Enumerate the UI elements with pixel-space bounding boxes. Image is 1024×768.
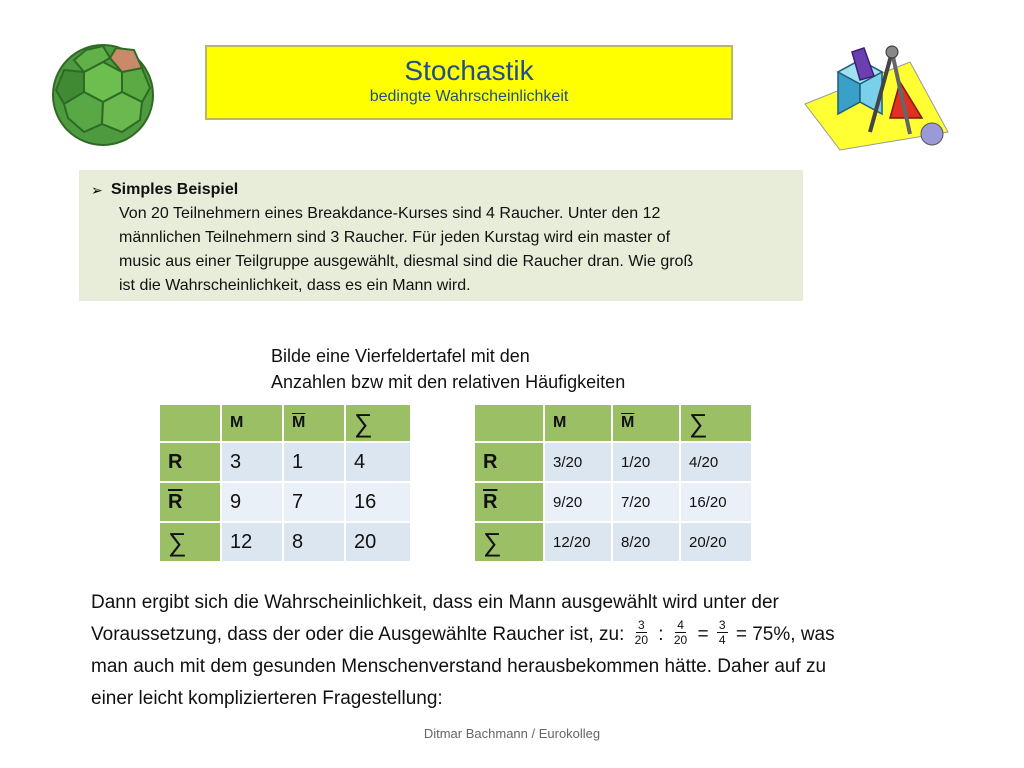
- example-heading: Simples Beispiel: [111, 181, 239, 198]
- table-cell: 12: [221, 522, 283, 562]
- conclusion-line: man auch mit dem gesunden Menschenverstand herausbekommen hätte. Daher auf zu: [91, 656, 827, 677]
- footer-credit: Ditmar Bachmann / Eurokolleg: [423, 726, 601, 741]
- fraction: $\frac{3}{20}$: [634, 618, 649, 648]
- table-cell: 9/20: [544, 482, 612, 522]
- col-header-not-m: $\overline{M}$: [283, 404, 345, 442]
- table-cell: 4: [345, 442, 411, 482]
- row-header-not-r: $\overline{R}$: [159, 482, 221, 522]
- table-row: [474, 482, 752, 522]
- row-header-sum: ∑: [159, 522, 221, 562]
- table-header-row: [474, 404, 752, 442]
- example-box: [79, 170, 803, 301]
- table-row: [474, 442, 752, 482]
- table-corner-cell: [159, 404, 221, 442]
- example-line: Von 20 Teilnehmern eines Breakdance-Kurses sind 4 Raucher. Unter den 12: [119, 205, 661, 222]
- slide-subtitle: bedingte Wahrscheinlichkeit: [369, 88, 569, 105]
- table-cell: 16/20: [680, 482, 752, 522]
- arrow-bullet-icon: ➢: [91, 182, 103, 198]
- table-cell: 8: [283, 522, 345, 562]
- table-cell: 4/20: [680, 442, 752, 482]
- example-line: ist die Wahrscheinlichkeit, dass es ein Mann wird.: [119, 277, 471, 294]
- table-cell: 16: [345, 482, 411, 522]
- row-header-sum: ∑: [474, 522, 544, 562]
- conclusion-line: einer leicht komplizierteren Fragestellung:: [91, 688, 443, 709]
- geometry-clipart: [800, 42, 950, 152]
- conclusion-line-with-formula: Voraussetzung, dass der oder die Ausgewählte Raucher ist, zu: $\frac{3}{20}$ : $\frac{4}{20}$ = $\frac{3}{4}$ = 75%, was: [91, 618, 835, 648]
- col-header-m: M: [544, 404, 612, 442]
- table-cell: 7/20: [612, 482, 680, 522]
- table-header-row: [159, 404, 411, 442]
- table-cell: 3: [221, 442, 283, 482]
- slide-title: Stochastik: [404, 55, 534, 86]
- instruction-line: Anzahlen bzw mit den relativen Häufigkeiten: [271, 372, 626, 392]
- conclusion-paragraph: [91, 587, 835, 715]
- instruction-text: [271, 343, 625, 395]
- col-header-m: M: [221, 404, 283, 442]
- table-row: [159, 522, 411, 562]
- table-cell: 8/20: [612, 522, 680, 562]
- fraction: $\frac{3}{4}$: [718, 618, 726, 648]
- polyhedron-illustration: [50, 40, 160, 150]
- table-corner-cell: [474, 404, 544, 442]
- row-header-r: R: [159, 442, 221, 482]
- relative-frequency-table: [473, 403, 753, 563]
- row-header-r: R: [474, 442, 544, 482]
- table-cell: 20/20: [680, 522, 752, 562]
- table-row: [159, 482, 411, 522]
- example-heading-row: [91, 178, 803, 202]
- col-header-not-m: $\overline{M}$: [612, 404, 680, 442]
- col-header-sum: ∑: [345, 404, 411, 442]
- example-text: [119, 202, 779, 298]
- table-cell: 20: [345, 522, 411, 562]
- conclusion-line: Dann ergibt sich die Wahrscheinlichkeit, dass ein Mann ausgewählt wird unter der: [91, 592, 779, 613]
- table-cell: 1: [283, 442, 345, 482]
- table-row: [474, 522, 752, 562]
- example-line: music aus einer Teilgruppe ausgewählt, diesmal sind die Raucher dran. Wie groß: [119, 253, 694, 270]
- table-row: [159, 442, 411, 482]
- table-cell: 1/20: [612, 442, 680, 482]
- instruction-line: Bilde eine Vierfeldertafel mit den: [271, 346, 530, 366]
- row-header-not-r: $\overline{R}$: [474, 482, 544, 522]
- table-cell: 9: [221, 482, 283, 522]
- col-header-sum: ∑: [680, 404, 752, 442]
- table-cell: 12/20: [544, 522, 612, 562]
- counts-table: [158, 403, 412, 563]
- table-cell: 7: [283, 482, 345, 522]
- fraction: $\frac{4}{20}$: [673, 618, 688, 648]
- title-banner: [205, 45, 733, 120]
- example-line: männlichen Teilnehmern sind 3 Raucher. Für jeden Kurstag wird ein master of: [119, 229, 671, 246]
- table-cell: 3/20: [544, 442, 612, 482]
